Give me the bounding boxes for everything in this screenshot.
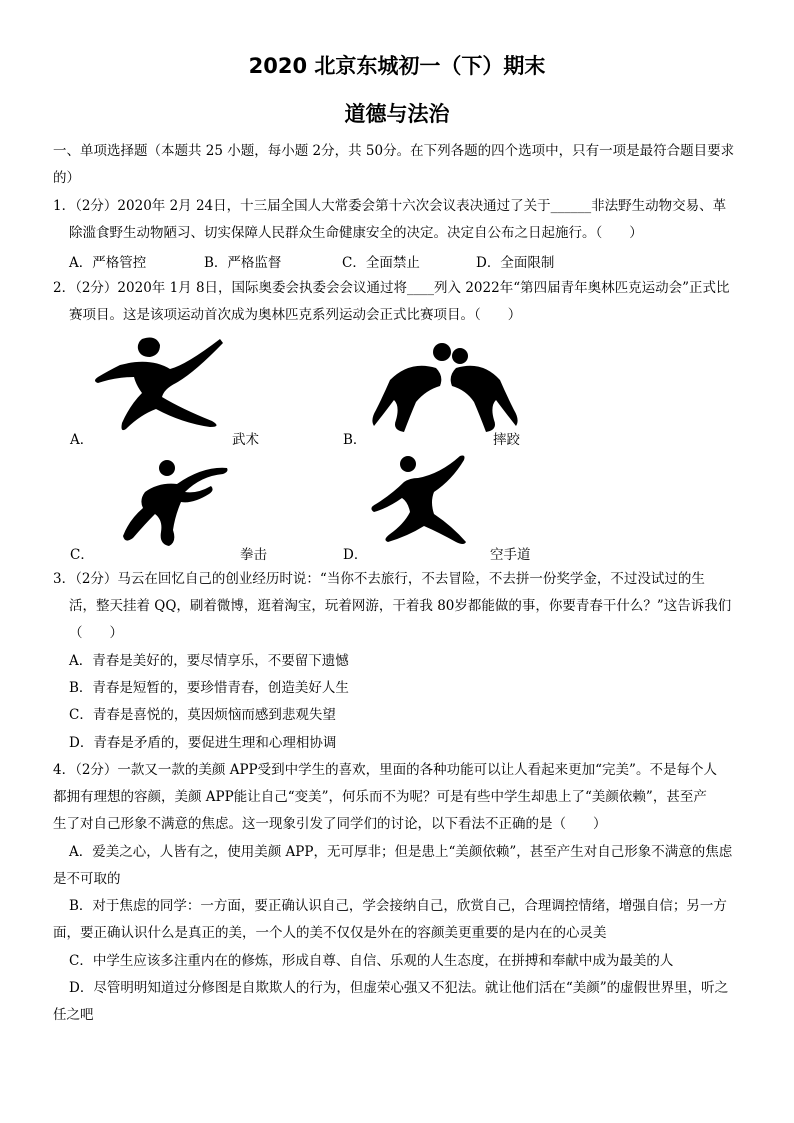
q3-option-b[interactable]: B．青春是短暂的，要珍惜青春，创造美好人生 <box>69 680 349 696</box>
q2-label-d: 空手道 <box>490 547 531 563</box>
q4-option-d-line1[interactable]: D．尽管明明知道过分修图是自欺欺人的行为，但虚荣心强又不犯法。就让他们活在“美颜”的虚假世界里，听之 <box>69 980 729 996</box>
q4-option-b-line1[interactable]: B．对于焦虑的同学：一方面，要正确认识自己，学会接纳自己，欣赏自己，合理调控情绪，增强自信；另一方 <box>69 898 727 914</box>
q3-option-d[interactable]: D．青春是矛盾的，要促进生理和心理相协调 <box>69 735 337 751</box>
q2-letter-b[interactable]: B． <box>343 432 367 448</box>
q4-stem-line1: 4．（2分）一款又一款的美颜 APP受到中学生的喜欢，里面的各种功能可以让人看起来更加“完美”。不是每个人 <box>53 762 717 778</box>
q3-stem-line3: （ ） <box>69 625 123 641</box>
q2-stem-line1: 2．（2分）2020年 1月 8日，国际奥委会执委会会议通过将____列入 2022年“第四届青年奥林匹克运动会”正式比 <box>53 280 730 296</box>
q2-letter-c[interactable]: C． <box>70 547 94 563</box>
boxing-pictogram <box>115 458 230 548</box>
q2-letter-d[interactable]: D． <box>343 547 368 563</box>
q1-option-a[interactable]: A．严格管控 <box>69 255 147 271</box>
q3-option-a[interactable]: A．青春是美好的，要尽情享乐，不要留下遗憾 <box>69 653 349 669</box>
q4-option-b-line2: 面，要正确认识什么是真正的美，一个人的美不仅仅是外在的容颜美更重要的是内在的心灵美 <box>53 925 607 941</box>
q4-stem-line2: 都拥有理想的容颜，美颜 APP能让自己“变美”，何乐而不为呢？可是有些中学生却患上了“美颜依赖”，甚至产 <box>53 789 707 805</box>
q2-label-a: 武术 <box>232 432 259 448</box>
q4-option-c[interactable]: C．中学生应该多注重内在的修炼，形成自尊、自信、乐观的人生态度，在拼搏和奉献中成为最美的人 <box>69 953 674 969</box>
q1-options <box>69 251 769 269</box>
q1-option-b[interactable]: B．严格监督 <box>204 255 282 271</box>
q2-letter-a[interactable]: A． <box>70 432 94 448</box>
q2-stem-line2: 赛项目。这是该项运动首次成为奥林匹克系列运动会正式比赛项目。（ ） <box>69 307 522 323</box>
section-instructions-line2: 的） <box>53 170 80 186</box>
q1-option-d[interactable]: D．全面限制 <box>476 255 555 271</box>
q2-label-b: 摔跤 <box>493 432 520 448</box>
q4-stem-line3: 生了对自己形象不满意的焦虑。这一现象引发了同学们的讨论，以下看法不正确的是（ ） <box>53 816 607 832</box>
exam-title: 2020 北京东城初一（下）期末 <box>248 54 546 78</box>
wushu-pictogram <box>90 335 230 435</box>
q4-option-d-line2: 任之吧 <box>53 1007 94 1023</box>
q1-option-c[interactable]: C．全面禁止 <box>342 255 420 271</box>
q1-stem-line2: 除滥食野生动物陋习、切实保障人民群众生命健康安全的决定。决定自公布之日起施行。（ ） <box>69 225 643 241</box>
q3-option-c[interactable]: C．青春是喜悦的，莫因烦恼而感到悲观失望 <box>69 707 336 723</box>
q3-stem-line2: 活，整天挂着 QQ，刷着微博，逛着淘宝，玩着网游，干着我 80岁都能做的事，你要青春干什么？”这告诉我们 <box>69 598 732 614</box>
karate-pictogram <box>368 452 473 547</box>
q4-option-a-line1[interactable]: A．爱美之心，人皆有之，使用美颜 APP，无可厚非；但是患上“美颜依赖”，甚至产生对自己形象不满意的焦虑 <box>69 844 733 860</box>
q2-label-c: 拳击 <box>240 547 267 563</box>
wrestling-pictogram <box>370 340 520 435</box>
section-instructions-line1: 一、单项选择题（本题共 25 小题，每小题 2分，共 50分。在下列各题的四个选项中，只有一项是最符合题目要求 <box>53 143 735 159</box>
q3-stem-line1: 3．（2分）马云在回忆自己的创业经历时说：“当你不去旅行，不去冒险，不去拼一份奖学金，不过没试过的生 <box>53 571 705 587</box>
subject-title: 道德与法治 <box>344 102 450 126</box>
q1-stem-line1: 1．（2分）2020年 2月 24日，十三届全国人大常委会第十六次会议表决通过了关于______非法野生动物交易、革 <box>53 198 727 214</box>
q4-option-a-line2: 是不可取的 <box>53 871 121 887</box>
